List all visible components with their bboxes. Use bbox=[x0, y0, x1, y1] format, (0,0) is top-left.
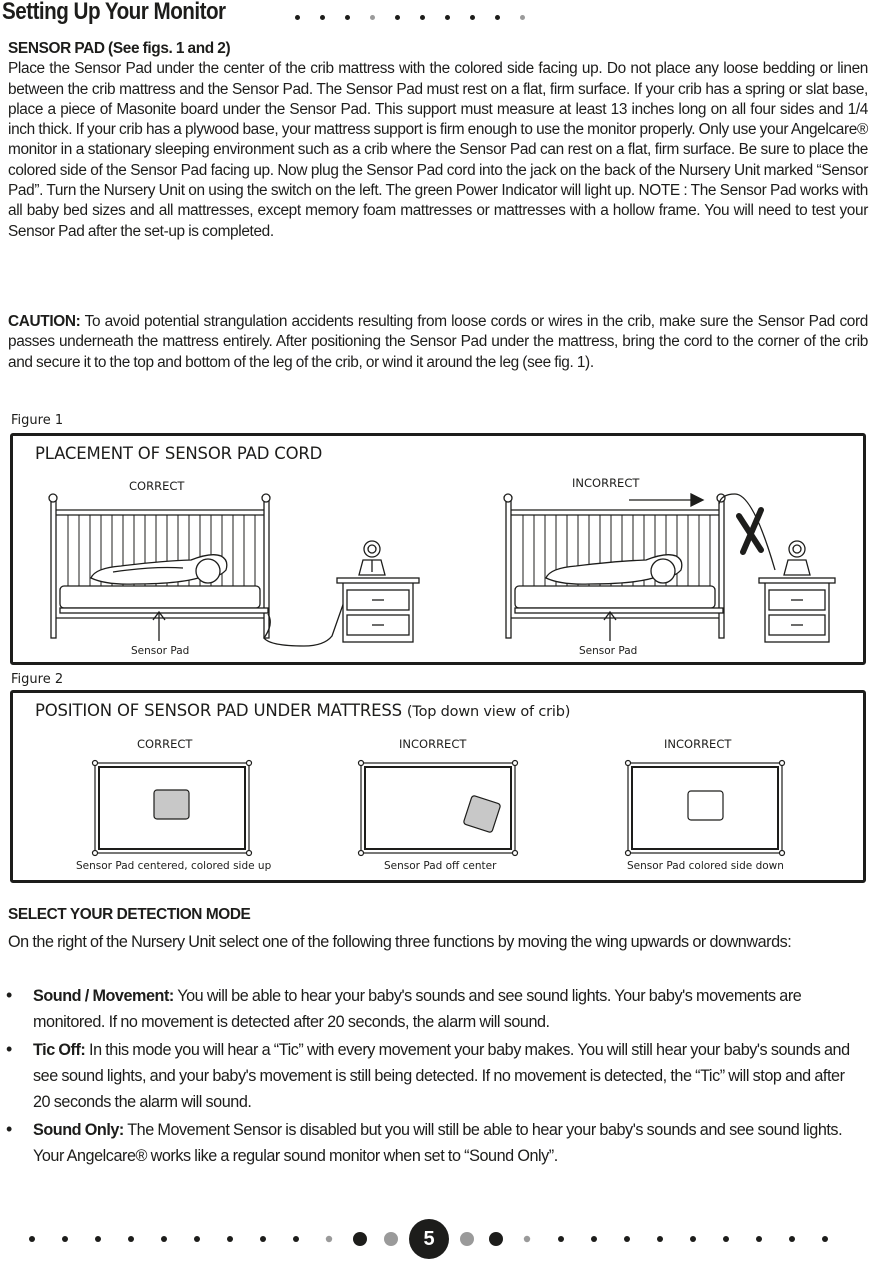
caution-label: CAUTION: bbox=[8, 313, 81, 330]
sensor-pad-centered bbox=[154, 790, 189, 819]
decorative-dot bbox=[445, 15, 450, 20]
figure1-sensor-pad-label-left: Sensor Pad bbox=[131, 645, 190, 657]
figure2-panel1-caption: Sensor Pad centered, colored side up bbox=[76, 860, 272, 872]
figure2-title-main: POSITION OF SENSOR PAD UNDER MATTRESS bbox=[35, 701, 402, 720]
caution-body: To avoid potential strangulation accidents resulting from loose cords or wires in the crib, make sure the Sensor Pad cord passes underneath the mattress entirely. After positioning the Sensor Pad under the mattress, bring the cord to the corner of the crib and secure it to the top and bottom of the leg of the crib, or wind it around the leg (see fig. 1). bbox=[8, 313, 868, 371]
bullet-icon: • bbox=[6, 1039, 13, 1059]
sensor-pad-face-down bbox=[688, 791, 723, 820]
figure1-correct-label: CORRECT bbox=[129, 479, 185, 493]
crib-top-view-correct bbox=[93, 761, 252, 856]
figure2-panel3-status: INCORRECT bbox=[664, 737, 732, 751]
figure1-title: PLACEMENT OF SENSOR PAD CORD bbox=[35, 444, 323, 463]
crib-right-illustration bbox=[504, 494, 775, 638]
figure2-label: Figure 2 bbox=[11, 672, 64, 687]
decorative-dot bbox=[320, 15, 325, 20]
figure2-panel1-status: CORRECT bbox=[137, 737, 193, 751]
mode-sound-movement bbox=[33, 983, 863, 1035]
bullet-icon: • bbox=[6, 1119, 13, 1139]
crib-left-illustration bbox=[49, 494, 372, 646]
mode-text: The Movement Sensor is disabled but you will still be able to hear your baby's sounds and see sound lights. Your Angelcare® works like a regular sound monitor when set to “Sound Only”. bbox=[33, 1121, 843, 1165]
mode-tic-off bbox=[33, 1037, 863, 1115]
mode-text: You will be able to hear your baby's sounds and see sound lights. Your baby's movements are monitored. If no movement is detected after 20 seconds, the alarm will sound. bbox=[33, 987, 802, 1031]
decorative-dot bbox=[295, 15, 300, 20]
decorative-dot bbox=[395, 15, 400, 20]
crib-top-view-colored-side-down bbox=[626, 761, 785, 856]
sensor-pad-off-center bbox=[463, 795, 501, 833]
figure1-sensor-pad-label-right: Sensor Pad bbox=[579, 645, 638, 657]
figure1-illustration bbox=[13, 436, 863, 662]
mode-label: Sound / Movement: bbox=[33, 987, 174, 1005]
mode-label: Sound Only: bbox=[33, 1121, 124, 1139]
nightstand-left-illustration bbox=[337, 541, 419, 642]
decorative-dot bbox=[370, 15, 375, 20]
detection-mode-intro: On the right of the Nursery Unit select one of the following three functions by moving the wing upwards or downwards: bbox=[8, 933, 792, 951]
caution-section bbox=[8, 312, 868, 373]
figure2-box bbox=[10, 690, 866, 883]
bullet-icon: • bbox=[6, 985, 13, 1005]
page-title: Setting Up Your Monitor bbox=[2, 0, 226, 25]
detection-mode-heading: SELECT YOUR DETECTION MODE bbox=[8, 906, 251, 923]
incorrect-arrowhead bbox=[691, 494, 703, 506]
sensor-pad-section bbox=[8, 39, 868, 242]
decorative-dot bbox=[470, 15, 475, 20]
incorrect-x-icon bbox=[739, 510, 761, 552]
sensor-pad-heading: SENSOR PAD (See figs. 1 and 2) bbox=[8, 40, 231, 57]
figure2-panel2-caption: Sensor Pad off center bbox=[384, 860, 497, 872]
mode-label: Tic Off: bbox=[33, 1041, 86, 1059]
decorative-dot bbox=[520, 15, 525, 20]
figure1-box bbox=[10, 433, 866, 665]
title-dot-row bbox=[295, 9, 545, 27]
figure1-incorrect-label: INCORRECT bbox=[572, 476, 640, 490]
mode-sound-only bbox=[33, 1117, 863, 1169]
page-number: 5 bbox=[409, 1219, 449, 1259]
figure2-panel2-status: INCORRECT bbox=[399, 737, 467, 751]
mode-text: In this mode you will hear a “Tic” with every movement your baby makes. You will still hear your baby's sounds and see sound lights, and your baby's movement is still being detected. If no movement is detected, the “Tic” will stop and after 20 seconds the alarm will sound. bbox=[33, 1041, 850, 1111]
figure2-subtitle: (Top down view of crib) bbox=[406, 704, 571, 720]
figure2-panel3-caption: Sensor Pad colored side down bbox=[627, 860, 784, 872]
figure2-illustration bbox=[13, 693, 863, 883]
decorative-dot bbox=[420, 15, 425, 20]
sensor-pad-body: Place the Sensor Pad under the center of the crib mattress with the colored side facing up. Do not place any loose bedding or linen between the crib mattress and the Sensor Pad. The Sensor Pad must rest on a flat, firm surface. If your crib has a spring or slat base, place a piece of Masonite board under the Sensor Pad. This support must measure at least 13 inches long on all four sides and 1/4 inch thick. If your crib has a plywood base, your mattress support is firm enough to use the monitor properly. Only use your Angelcare® monitor in a stationary sleeping environment such as a crib where the Sensor Pad can rest on a flat, firm surface. Be sure to place the colored side of the Sensor Pad facing up. Now plug the Sensor Pad cord into the jack on the back of the Nursery Unit marked “Sensor Pad”. Turn the Nursery Unit on using the switch on the left. The green Power Indicator will light up. NOTE : The Sensor Pad works with all baby bed sizes and all mattresses, except memory foam mattresses or mattresses with a hollow frame. You will need to test your Sensor Pad after the set-up is completed. bbox=[8, 60, 868, 240]
figure1-label: Figure 1 bbox=[11, 413, 64, 428]
decorative-dot bbox=[495, 15, 500, 20]
crib-top-view-off-center bbox=[359, 761, 518, 856]
decorative-dot bbox=[345, 15, 350, 20]
